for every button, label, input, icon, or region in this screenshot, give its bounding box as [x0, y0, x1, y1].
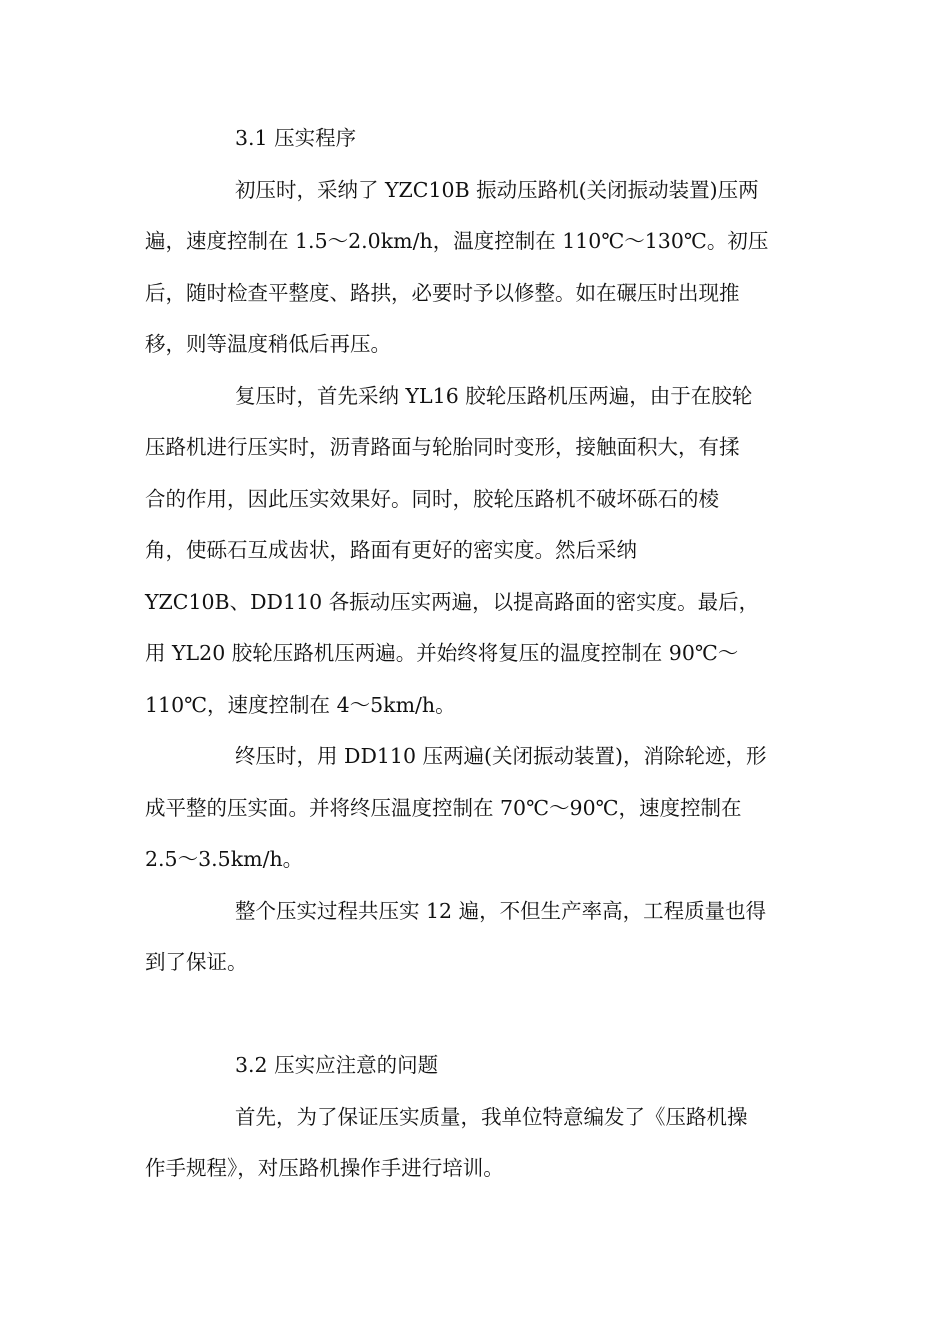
text-line: 遍，速度控制在 1.5～2.0km/h，温度控制在 110℃～130℃。初压 [145, 229, 769, 253]
text-line: 角，使砾石互成齿状，路面有更好的密实度。然后采纳 [145, 538, 637, 562]
text-line: 到了保证。 [145, 950, 248, 974]
paragraph-initial-compaction [145, 165, 805, 371]
text-line: 压路机进行压实时，沥青路面与轮胎同时变形，接触面积大，有揉 [145, 435, 740, 459]
section-heading-3-1: 3.1 压实程序 [235, 126, 357, 150]
document-body [145, 113, 805, 1195]
text-line: 复压时，首先采纳 YL16 胶轮压路机压两遍，由于在胶轮 [235, 383, 753, 408]
text-line: 初压时，采纳了 YZC10B 振动压路机(关闭振动装置)压两 [235, 177, 759, 202]
paragraph-re-compaction [145, 371, 805, 732]
section-spacer [145, 989, 805, 1041]
text-line: 合的作用，因此压实效果好。同时，胶轮压路机不破坏砾石的棱 [145, 486, 719, 511]
text-line: 首先，为了保证压实质量，我单位特意编发了《压路机操 [235, 1104, 748, 1129]
paragraph-summary [145, 886, 805, 989]
text-line: 后，随时检查平整度、路拱，必要时予以修整。如在碾压时出现推 [145, 280, 740, 305]
text-line: YZC10B、DD110 各振动压实两遍，以提高路面的密实度。最后， [145, 589, 760, 614]
text-line: 2.5～3.5km/h。 [145, 847, 304, 871]
section-heading-3-2: 3.2 压实应注意的问题 [235, 1053, 439, 1077]
paragraph-final-compaction [145, 731, 805, 886]
text-line: 终压时，用 DD110 压两遍(关闭振动装置)，消除轮迹，形 [235, 744, 767, 768]
text-line: 移，则等温度稍低后再压。 [145, 332, 391, 356]
text-line: 成平整的压实面。并将终压温度控制在 70℃～90℃，速度控制在 [145, 795, 742, 820]
paragraph-operator-training [145, 1092, 805, 1195]
text-line: 整个压实过程共压实 12 遍，不但生产率高，工程质量也得 [235, 898, 767, 923]
text-line: 作手规程》，对压路机操作手进行培训。 [145, 1156, 504, 1180]
text-line: 用 YL20 胶轮压路机压两遍。并始终将复压的温度控制在 90℃～ [145, 641, 739, 665]
text-line: 110℃，速度控制在 4～5km/h。 [145, 692, 456, 717]
